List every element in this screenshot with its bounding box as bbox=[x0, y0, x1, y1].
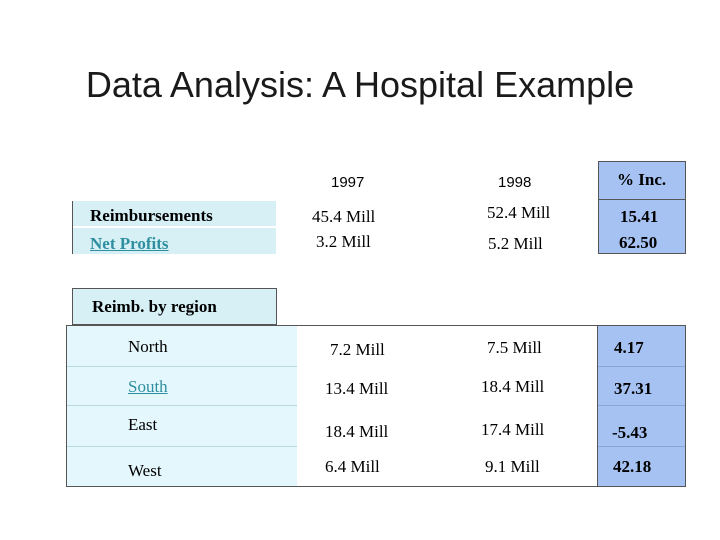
south-pct-inc: 37.31 bbox=[614, 379, 653, 398]
region-label-west: West bbox=[128, 461, 162, 480]
north-1998: 7.5 Mill bbox=[487, 338, 542, 357]
south-1997: 13.4 Mill bbox=[325, 379, 389, 398]
header-pct-inc: % Inc. bbox=[617, 170, 667, 189]
divider bbox=[597, 325, 598, 487]
region-label-south-link[interactable]: South bbox=[128, 377, 168, 396]
net-profits-1998: 5.2 Mill bbox=[488, 234, 543, 253]
west-pct-inc: 42.18 bbox=[613, 457, 652, 476]
divider bbox=[598, 199, 686, 200]
reimbursements-pct-inc: 15.41 bbox=[620, 207, 659, 226]
divider bbox=[67, 405, 297, 406]
header-1997: 1997 bbox=[331, 174, 365, 191]
region-label-north: North bbox=[128, 337, 168, 356]
region-label-east: East bbox=[128, 415, 158, 434]
reimbursements-1998: 52.4 Mill bbox=[487, 203, 551, 222]
row-label-net-profits-link[interactable]: Net Profits bbox=[90, 234, 169, 253]
east-pct-inc: -5.43 bbox=[612, 423, 648, 442]
north-1997: 7.2 Mill bbox=[330, 340, 385, 359]
east-1998: 17.4 Mill bbox=[481, 420, 545, 439]
region-header: Reimb. by region bbox=[92, 297, 217, 316]
net-profits-pct-inc: 62.50 bbox=[619, 233, 658, 252]
reimbursements-1997: 45.4 Mill bbox=[312, 207, 376, 226]
east-1997: 18.4 Mill bbox=[325, 422, 389, 441]
divider bbox=[598, 446, 685, 447]
net-profits-1997: 3.2 Mill bbox=[316, 232, 371, 251]
west-1998: 9.1 Mill bbox=[485, 457, 540, 476]
divider bbox=[67, 446, 297, 447]
divider bbox=[598, 366, 685, 367]
north-pct-inc: 4.17 bbox=[614, 338, 644, 357]
region-label-column-bg bbox=[67, 326, 297, 486]
south-1998: 18.4 Mill bbox=[481, 377, 545, 396]
divider bbox=[598, 405, 685, 406]
west-1997: 6.4 Mill bbox=[325, 457, 380, 476]
row-label-reimbursements: Reimbursements bbox=[90, 206, 213, 225]
slide-title: Data Analysis: A Hospital Example bbox=[85, 64, 635, 105]
label-column-left-border bbox=[72, 201, 73, 254]
header-1998: 1998 bbox=[498, 174, 532, 191]
divider bbox=[67, 366, 297, 367]
